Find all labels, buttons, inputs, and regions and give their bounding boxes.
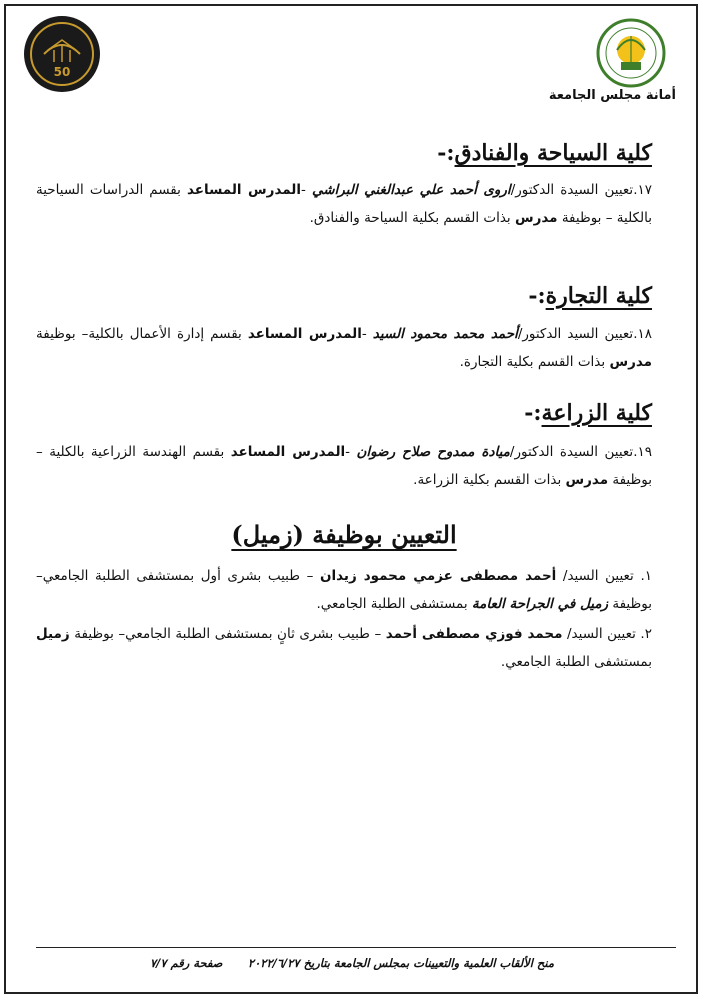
- appointee-name: أحمد مصطفى عزمي محمود زيدان: [319, 568, 557, 584]
- item-prefix: تعيين السيد/: [562, 626, 636, 642]
- fellow-item-2: [36, 620, 652, 676]
- item-prefix: تعيين السيد الدكتور/: [517, 326, 634, 342]
- page-footer: [150, 956, 554, 970]
- item-number: ١٨.: [633, 326, 652, 342]
- item-tail: بذات القسم بكلية الزراعة.: [413, 472, 566, 488]
- new-position: مدرس: [609, 354, 652, 370]
- new-position: زميل في الجراحة العامة: [471, 596, 609, 612]
- appointee-name: ميادة ممدوح صلاح رضوان: [356, 444, 510, 460]
- current-rank: المدرس المساعد: [247, 326, 362, 342]
- section-title: كلية التجارة: [545, 283, 652, 309]
- item-dash: -: [301, 182, 312, 198]
- seal-number: 50: [53, 65, 71, 79]
- item-prefix: تعيين السيد/: [556, 568, 634, 584]
- footer-document-title: منح الألقاب العلمية والتعيينات بمجلس الجامعة بتاريخ ٢٠٢٢/٦/٢٧: [247, 956, 554, 970]
- item-tail: بذات القسم بكلية التجارة.: [459, 354, 610, 370]
- new-position: مدرس: [514, 210, 558, 226]
- item-body: – طبيب بشرى ثانٍ بمستشفى الطلبة الجامعي– بوظيفة: [69, 626, 386, 642]
- item-number: ١٧.: [633, 182, 652, 198]
- appointment-item-18: [36, 320, 652, 376]
- item-number: ١.: [640, 568, 652, 584]
- section-heading-tourism: [437, 140, 652, 166]
- fellow-appointments-heading: التعيين بوظيفة (زميل): [231, 520, 457, 549]
- item-dash: -: [345, 444, 357, 460]
- fellow-item-1: [36, 562, 652, 618]
- item-prefix: تعيين السيدة الدكتور/: [509, 444, 634, 460]
- section-heading-agriculture: [524, 400, 652, 426]
- current-rank: المدرس المساعد: [230, 444, 346, 460]
- item-tail: بذات القسم بكلية السياحة والفنادق.: [309, 210, 515, 226]
- item-number: ١٩.: [633, 444, 653, 460]
- item-body: بقسم إدارة الأعمال بالكلية– بوظيفة: [36, 326, 248, 342]
- item-body: بقسم الدراسات السياحية بالكلية – بوظيفة: [36, 182, 652, 226]
- appointee-name: اروى أحمد علي عبدالغني البراشي: [311, 182, 511, 198]
- item-prefix: تعيين السيدة الدكتور/: [510, 182, 634, 198]
- appointee-name: أحمد محمد محمود السيد: [372, 326, 518, 342]
- university-logo: [596, 18, 666, 88]
- council-secretariat-label: أمانة مجلس الجامعة: [548, 88, 676, 103]
- new-position: زميل: [36, 626, 70, 642]
- section-suffix: :-: [528, 283, 546, 309]
- appointee-name: محمد فوزي مصطفى أحمد: [385, 626, 563, 642]
- item-number: ٢.: [640, 626, 652, 642]
- section-suffix: :-: [524, 400, 542, 426]
- new-position: مدرس: [565, 472, 609, 488]
- appointment-item-19: [36, 438, 652, 494]
- section-title: كلية السياحة والفنادق: [454, 140, 652, 166]
- item-body: – طبيب بشرى أول بمستشفى الطلبة الجامعي– بوظيفة: [36, 568, 652, 612]
- footer-page-number: صفحة رقم ٧/٧: [150, 956, 223, 970]
- section-heading-commerce: [528, 283, 652, 309]
- footer-divider: [36, 947, 676, 948]
- appointment-item-17: [36, 176, 652, 232]
- section-suffix: :-: [437, 140, 455, 166]
- item-body: بقسم الهندسة الزراعية بالكلية – بوظيفة: [36, 444, 652, 488]
- section-title: كلية الزراعة: [541, 400, 652, 426]
- item-dash: -: [361, 326, 373, 342]
- item-tail: بمستشفى الطلبة الجامعي.: [500, 654, 652, 670]
- item-tail: بمستشفى الطلبة الجامعي.: [316, 596, 472, 612]
- current-rank: المدرس المساعد: [186, 182, 301, 198]
- anniversary-seal-logo: [22, 14, 102, 94]
